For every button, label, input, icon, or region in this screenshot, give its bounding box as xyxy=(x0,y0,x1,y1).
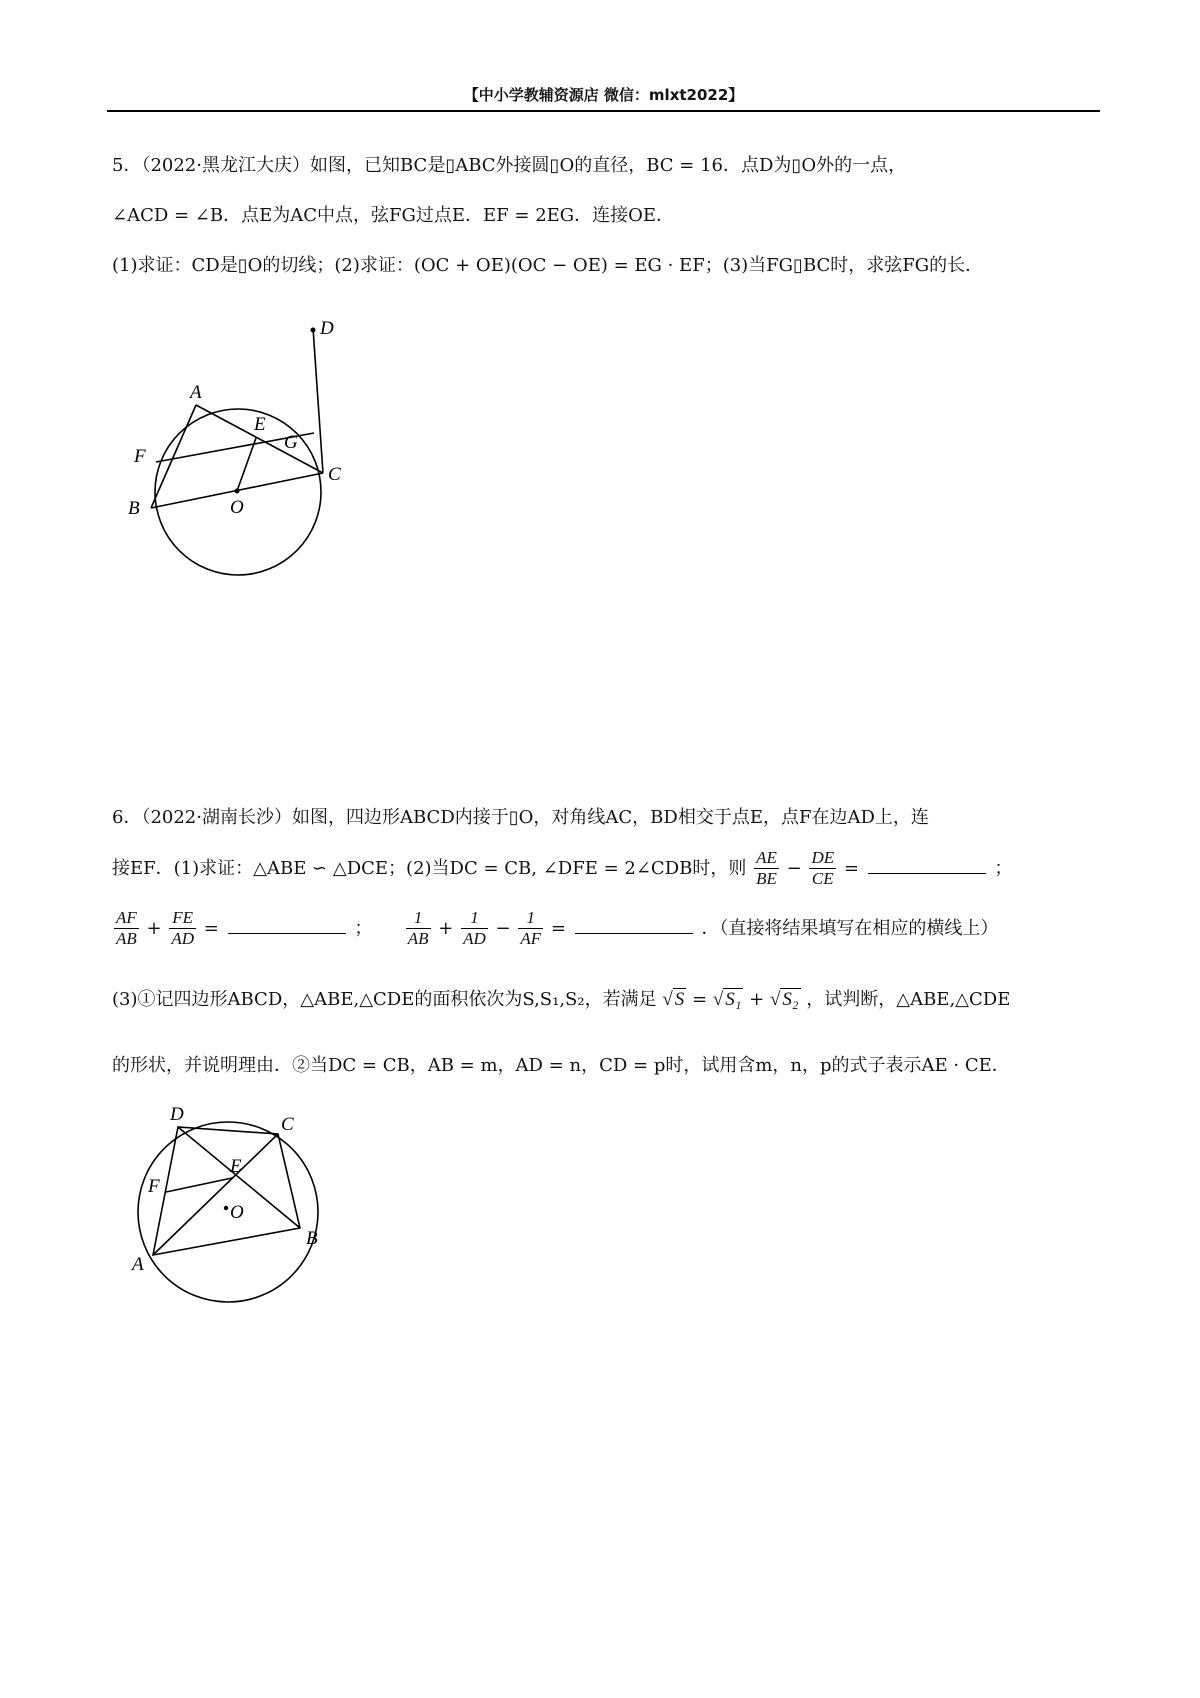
problem6-line3-tail: ．（直接将结果填写在相应的横线上） xyxy=(701,917,999,939)
fig5-label-F: F xyxy=(134,446,146,467)
fig5-label-A: A xyxy=(190,382,202,403)
sqrt-s: √ S xyxy=(662,989,685,1010)
problem5-figure xyxy=(118,310,378,600)
fraction-1-ad xyxy=(461,908,488,950)
minus-sign: − xyxy=(495,917,511,939)
fraction-denominator: CE xyxy=(811,869,834,889)
fig6-label-C: C xyxy=(281,1114,294,1135)
fig5-label-E: E xyxy=(254,414,266,435)
sqrt-s1: √ S₁ xyxy=(712,989,742,1010)
equals-sign: = xyxy=(550,917,566,939)
equals-sign: = xyxy=(692,989,708,1010)
fig5-label-D: D xyxy=(320,318,334,339)
fig5-label-G: G xyxy=(284,432,298,453)
problem6-line2 xyxy=(112,848,1012,890)
fraction-1-af xyxy=(518,908,543,950)
answer-blank-1[interactable] xyxy=(868,855,986,874)
problem5-line2: ∠ACD = ∠B．点E为AC中点，弦FG过点E．EF = 2EG．连接OE． xyxy=(112,205,675,226)
fig6-label-D: D xyxy=(170,1104,184,1125)
plus-sign: + xyxy=(146,917,162,939)
problem6-line5: 的形状，并说明理由．②当DC = CB，AB = m，AD = n，CD = p时，试用含m，n，p的式子表示AE · CE． xyxy=(112,1055,1010,1076)
minus-sign: − xyxy=(786,857,802,879)
plus-sign: + xyxy=(438,917,454,939)
problem5-line3: (1)求证：CD是▯O的切线；(2)求证：(OC + OE)(OC − OE) = EG · EF；(3)当FG▯BC时，求弦FG的长． xyxy=(112,255,984,276)
fig6-label-A: A xyxy=(132,1254,144,1275)
fraction-denominator: AD xyxy=(171,929,195,949)
radicand: S xyxy=(674,989,685,1010)
fraction-numerator: 1 xyxy=(461,908,488,929)
fig6-label-B: B xyxy=(306,1228,318,1249)
fraction-denominator: AD xyxy=(463,929,486,949)
radicand: S₁ xyxy=(725,989,742,1010)
problem6-line1: 6．（2022·湖南长沙）如图，四边形ABCD内接于▯O，对角线AC，BD相交于点E，点F在边AD上，连 xyxy=(112,807,929,828)
fig6-label-F: F xyxy=(148,1176,160,1197)
fraction-denominator: BE xyxy=(756,869,777,889)
fraction-numerator: 1 xyxy=(406,908,431,929)
fig5-label-C: C xyxy=(328,464,341,485)
fraction-af-ab xyxy=(114,908,139,950)
problem6-figure xyxy=(118,1100,348,1320)
fraction-numerator: DE xyxy=(809,848,836,869)
fraction-ae-be xyxy=(754,848,779,890)
fraction-numerator: FE xyxy=(169,908,196,929)
fraction-denominator: AB xyxy=(116,929,137,949)
fig5-label-B: B xyxy=(128,498,140,519)
problem6-line4 xyxy=(112,988,1010,1013)
answer-blank-2[interactable] xyxy=(228,915,346,934)
fraction-denominator: AF xyxy=(520,929,542,949)
fig6-label-O: O xyxy=(230,1202,244,1223)
equals-sign: = xyxy=(203,917,219,939)
problem6-line3 xyxy=(112,908,998,950)
semicolon: ； xyxy=(354,917,373,939)
sqrt-s2: √ S₂ xyxy=(769,989,799,1010)
fraction-numerator: 1 xyxy=(518,908,543,929)
equals-sign: = xyxy=(843,857,859,879)
fraction-numerator: AF xyxy=(114,908,139,929)
semicolon: ； xyxy=(994,857,1013,879)
header-divider xyxy=(107,110,1100,112)
page-header: 【中小学教辅资源店 微信：mlxt2022】 xyxy=(463,86,744,104)
problem6-line2-text: 接EF．(1)求证：△ABE ∽ △DCE；(2)当DC = CB, ∠DFE = 2∠CDB时，则 xyxy=(112,857,747,879)
fraction-fe-ad xyxy=(169,908,196,950)
answer-blank-3[interactable] xyxy=(575,915,693,934)
plus-sign: + xyxy=(749,989,765,1010)
fraction-numerator: AE xyxy=(754,848,779,869)
fig6-label-E: E xyxy=(230,1156,242,1177)
fig5-label-O: O xyxy=(230,497,244,518)
fraction-1-ab xyxy=(406,908,431,950)
problem5-line1: 5．（2022·黑龙江大庆）如图，已知BC是▯ABC外接圆▯O的直径，BC = 16．点D为▯O外的一点， xyxy=(112,155,907,176)
fraction-denominator: AB xyxy=(407,929,429,949)
fraction-de-ce xyxy=(809,848,836,890)
radicand: S₂ xyxy=(782,989,799,1010)
problem6-line4-text: (3)①记四边形ABCD，△ABE,△CDE的面积依次为S,S₁,S₂，若满足 xyxy=(112,989,657,1010)
problem6-line4-tail: ，试判断，△ABE,△CDE xyxy=(806,989,1011,1010)
